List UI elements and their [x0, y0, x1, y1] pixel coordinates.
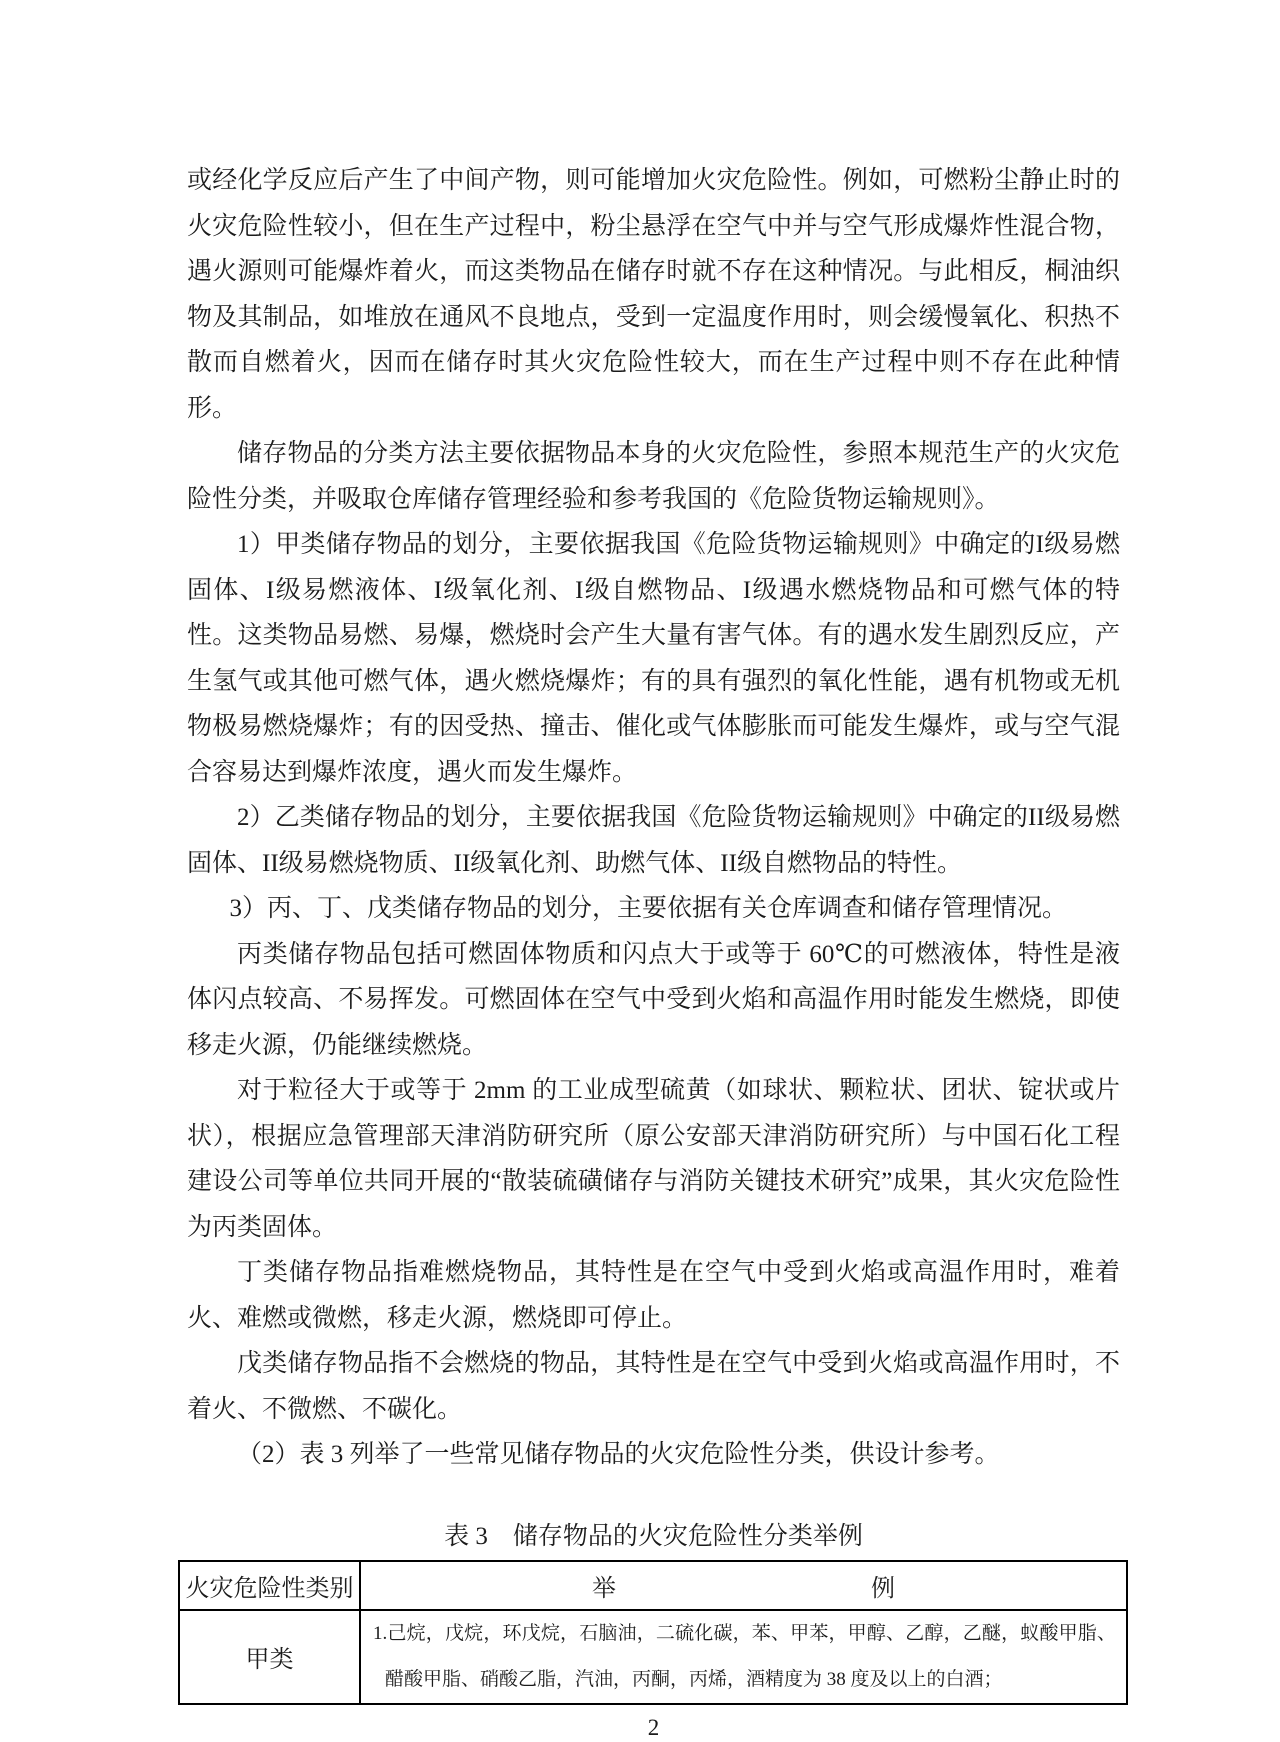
paragraph-class-jia-definition: 1）甲类储存物品的划分，主要依据我国《危险货物运输规则》中确定的I级易燃固体、I级易燃液体、I级氧化剂、I级自燃物品、I级遇水燃烧物品和可燃气体的特性。这类物品易燃、易爆，燃烧时会产生大量有害气体。有的遇水发生剧烈反应，产生氢气或其他可燃气体，遇火燃烧爆炸；有的具有强烈的氧化性能，遇有机物或无机物极易燃烧爆炸；有的因受热、撞击、催化或气体膨胀而可能发生爆炸，或与空气混合容易达到爆炸浓度，遇火而发生爆炸。: [187, 531, 1120, 786]
examples-cell-jia: [360, 1610, 1127, 1704]
table-header-examples: [360, 1561, 1127, 1610]
fire-hazard-classification-table: [178, 1560, 1128, 1705]
page-number: 2: [647, 1714, 660, 1740]
table-row-jia: [179, 1610, 1127, 1704]
examples-header-spread: [361, 1568, 1126, 1603]
table-header-row: [179, 1561, 1127, 1610]
content-area: [187, 158, 1120, 1742]
paragraph-dust-hazard-continuation: 或经化学反应后产生了中间产物，则可能增加火灾危险性。例如，可燃粉尘静止时的火灾危险性较小，但在生产过程中，粉尘悬浮在空气中并与空气形成爆炸性混合物，遇火源则可能爆炸着火，而这类物品在储存时就不存在这种情况。与此相反，桐油织物及其制品，如堆放在通风不良地点，受到一定温度作用时，则会缓慢氧化、积热不散而自燃着火，因而在储存时其火灾危险性较大，而在生产过程中则不存在此种情形。: [187, 167, 1120, 422]
paragraph-ding-description: 丁类储存物品指难燃烧物品，其特性是在空气中受到火焰或高温作用时，难着火、难燃或微燃，移走火源，燃烧即可停止。: [187, 1259, 1120, 1332]
category-cell-jia: 甲类: [179, 1610, 360, 1704]
examples-text-jia: 1.己烷，戊烷，环戊烷，石脑油，二硫化碳，苯、甲苯，甲醇、乙醇，乙醚，蚁酸甲脂、醋酸甲脂、硝酸乙脂，汽油，丙酮，丙烯，酒精度为 38 度及以上的白酒；: [373, 1622, 1116, 1690]
paragraph-table-reference: （2）表 3 列举了一些常见储存物品的火灾危险性分类，供设计参考。: [237, 1441, 1000, 1468]
paragraph-sulfur-note: 对于粒径大于或等于 2mm 的工业成型硫黄（如球状、颗粒状、团状、锭状或片状），根据应急管理部天津消防研究所（原公安部天津消防研究所）与中国石化工程建设公司等单位共同开展的“散装硫磺储存与消防关键技术研究”成果，其火灾危险性为丙类固体。: [187, 1077, 1120, 1241]
paragraph-classification-method: 储存物品的分类方法主要依据物品本身的火灾危险性，参照本规范生产的火灾危险性分类，并吸取仓库储存管理经验和参考我国的《危险货物运输规则》。: [187, 440, 1120, 513]
paragraph-class-bing-ding-wu: 3）丙、丁、戊类储存物品的划分，主要依据有关仓库调查和储存管理情况。: [229, 895, 1068, 922]
paragraph-class-yi-definition: 2）乙类储存物品的划分，主要依据我国《危险货物运输规则》中确定的II级易燃固体、II级易燃烧物质、II级氧化剂、助燃气体、II级自燃物品的特性。: [187, 804, 1120, 877]
paragraph-bing-description: 丙类储存物品包括可燃固体物质和闪点大于或等于 60℃的可燃液体，特性是液体闪点较高、不易挥发。可燃固体在空气中受到火焰和高温作用时能发生燃烧，即使移走火源，仍能继续燃烧。: [187, 940, 1120, 1059]
examples-header-left-char: 举: [592, 1575, 616, 1602]
paragraph-wu-description: 戊类储存物品指不会燃烧的物品，其特性是在空气中受到火焰或高温作用时，不着火、不微燃、不碳化。: [187, 1350, 1120, 1423]
table-caption: 表 3 储存物品的火灾危险性分类举例: [444, 1522, 863, 1550]
table-header-category: 火灾危险性类别: [179, 1561, 360, 1610]
examples-header-right-char: 例: [871, 1575, 895, 1602]
